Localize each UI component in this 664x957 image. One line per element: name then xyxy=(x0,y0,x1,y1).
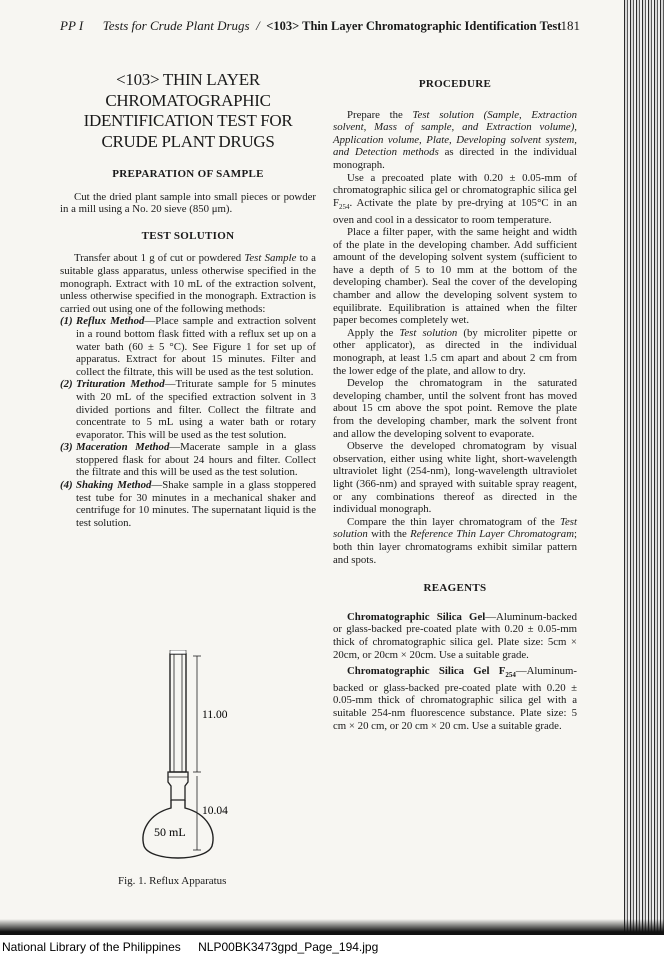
chapter-title-line: IDENTIFICATION TEST FOR xyxy=(83,111,293,130)
library-name: National Library of the Philippines xyxy=(2,940,181,954)
method-number: (4) xyxy=(60,479,73,492)
italic-run: Test solution (Sample, Extraction solvent, Mass of sample, and Extraction volume), Application volume, Plate, Developing solvent system, and Detection methods xyxy=(333,108,577,159)
method-text: —Triturate sample for 5 minutes with 20 mL of the specified extraction solvent in 3 divided portions and filter. Collect the filtrate and concentrate to 5 mL using a water bath or rotary evaporator. This will be used as the test solution. xyxy=(76,378,316,441)
procedure-paragraph xyxy=(333,109,577,172)
method-text: —Place sample and extraction solvent in a round bottom flask fitted with a reflux set up on a water bath (60 ± 5 °C). See Figure 1 for set up of apparatus. Extract for about 15 minutes. Filter and collect the filtrate, this will be used as the test solution. xyxy=(76,315,316,378)
reagent-entry xyxy=(333,665,577,732)
text-run: (by microliter pipette or other applicator), as directed in the individual monograph, at least 1.5 cm apart and about 2 cm from the lower edge of the plate, and allow to dry. xyxy=(333,326,577,377)
italic-run: Test solution xyxy=(399,326,458,339)
reagent-entry xyxy=(333,611,577,661)
reagent-name: Chromatographic Silica Gel xyxy=(347,610,486,623)
dimension-label-bottom: 10.04 xyxy=(202,805,228,817)
subscript: 254 xyxy=(339,202,350,211)
text-run: Prepare the xyxy=(347,108,413,121)
reagent-text: —Aluminum-backed or glass-backed pre-coated plate with 0.20 ± 0.05-mm thick of chromatographic silica gel. Plate size: 5cm × 20cm, or 20cm × 20cm. Use a suitable grade. xyxy=(333,610,577,661)
method-item xyxy=(60,315,316,378)
test-solution-intro xyxy=(60,252,316,315)
text-run: Transfer about 1 g of cut or powdered xyxy=(74,252,245,265)
reagent-name: Chromatographic Silica Gel F xyxy=(347,665,506,678)
reflux-apparatus-figure xyxy=(130,650,290,860)
text-run: Compare the thin layer chromatogram of the xyxy=(347,515,560,528)
preparation-text: Cut the dried plant sample into small pieces or powder in a mill using a No. 20 sieve (850 μm). xyxy=(60,190,316,216)
text-run: to a suitable glass apparatus, unless otherwise specified in the monograph. Extract with 10 mL of the extraction solvent, unless otherwise specified in the monograph. Extraction is carried out using one of the following methods: xyxy=(60,252,316,315)
method-number: (3) xyxy=(60,441,73,454)
right-column xyxy=(333,78,577,736)
italic-run: Test Sample xyxy=(244,252,297,265)
method-name: Trituration Method xyxy=(76,378,165,391)
method-item xyxy=(60,378,316,441)
page-number: 181 xyxy=(560,18,580,33)
chapter-title-line: <103> THIN LAYER xyxy=(116,70,260,89)
method-number: (2) xyxy=(60,378,73,391)
chapter-title-line: CHROMATOGRAPHIC xyxy=(105,90,271,110)
ground-glass-joint xyxy=(168,772,188,800)
scan-bottom-shadow xyxy=(0,919,664,935)
image-caption-bar xyxy=(0,938,664,957)
header-left: PP I xyxy=(60,18,84,33)
book-spine-edge xyxy=(624,0,664,935)
reagent-text: —Aluminum-backed or glass-backed pre-coated plate with 0.20 ± 0.05-mm thick of chromatographic silica gel with a suitable 254-nm fluorescence substance. Plate size: 5 cm × 20 cm, or 20 cm × 20 cm. Use a suitable grade. xyxy=(333,665,577,732)
condenser-cap xyxy=(170,650,186,654)
method-text: —Shake sample in a glass stoppered test tube for 30 minutes in a mechanical shaker and centrifuge for 10 minutes. The supernatant liquid is the test solution. xyxy=(76,479,316,529)
file-name: NLP00BK3473gpd_Page_194.jpg xyxy=(198,940,379,954)
text-run: as directed in the individual monograph. xyxy=(333,146,577,171)
chapter-title xyxy=(60,70,316,152)
left-column xyxy=(60,70,316,529)
method-text: —Macerate sample in a glass stoppered flask for about 24 hours and filter. Collect the filtrate and this will be used as the test solution. xyxy=(76,441,316,479)
header-separator: / xyxy=(256,18,260,33)
preparation-heading: PREPARATION OF SAMPLE xyxy=(112,168,264,180)
condenser-tube xyxy=(170,654,186,772)
procedure-paragraph: Develop the chromatogram in the saturated developing chamber, until the solvent front has moved about 15 cm above the spot point. Remove the plate from the developing chamber, mark the solvent front and allow the developing solvent to evaporate. xyxy=(333,377,577,440)
italic-run: Reference Thin Layer Chromatogram xyxy=(410,528,574,541)
method-number: (1) xyxy=(60,315,73,328)
flask-volume-label: 50 mL xyxy=(154,825,186,839)
procedure-paragraph: Place a filter paper, with the same height and width of the plate in the developing chamber. Add sufficient amount of the developing solvent system (sufficient to have a depth of 5 to 10 mm at the bottom of the developing chamber). Seal the cover of the developing chamber and allow the developing solvent system to equilibrate. Equilibration is attained when the filter paper becomes completely wet. xyxy=(333,226,577,327)
method-item xyxy=(60,479,316,529)
text-run: . Activate the plate by pre-drying at 105°C in an oven and cool in a dessicator to room temperature. xyxy=(333,196,577,226)
procedure-paragraph xyxy=(333,172,577,227)
dimension-label-top: 11.00 xyxy=(202,709,228,721)
procedure-heading: PROCEDURE xyxy=(418,78,492,90)
figure-caption: Fig. 1. Reflux Apparatus xyxy=(118,875,227,887)
italic-run: Test solution xyxy=(333,515,577,541)
running-header xyxy=(60,18,580,34)
reagents-heading: REAGENTS xyxy=(423,582,487,595)
text-run: Use a precoated plate with 0.20 ± 0.05-mm of chromatographic silica gel or chromatographic silica gel F xyxy=(333,171,577,209)
chapter-title-line: CRUDE PLANT DRUGS xyxy=(101,131,275,151)
text-run: with the xyxy=(367,528,411,541)
header-section: Tests for Crude Plant Drugs xyxy=(102,18,250,33)
text-run: ; both thin layer chromatograms exhibit similar pattern and spots. xyxy=(333,528,577,566)
method-item xyxy=(60,441,316,479)
procedure-paragraph xyxy=(333,327,577,377)
method-name: Maceration Method xyxy=(76,441,170,454)
procedure-paragraph xyxy=(333,516,577,566)
text-run: Apply the xyxy=(347,326,400,339)
method-name: Reflux Method xyxy=(76,315,145,328)
method-name: Shaking Method xyxy=(76,479,152,492)
procedure-paragraph: Observe the developed chromatogram by visual observation, either using white light, short-wavelength ultraviolet light (254-nm), long-wavelength ultraviolet light (366-nm) and sprayed with suitable spray reagent, or any combinations thereof as directed in the individual monograph. xyxy=(333,440,577,516)
header-title: <103> Thin Layer Chromatographic Identification Test xyxy=(266,19,562,33)
test-solution-heading: TEST SOLUTION xyxy=(141,229,235,242)
subscript: 254 xyxy=(505,671,516,680)
